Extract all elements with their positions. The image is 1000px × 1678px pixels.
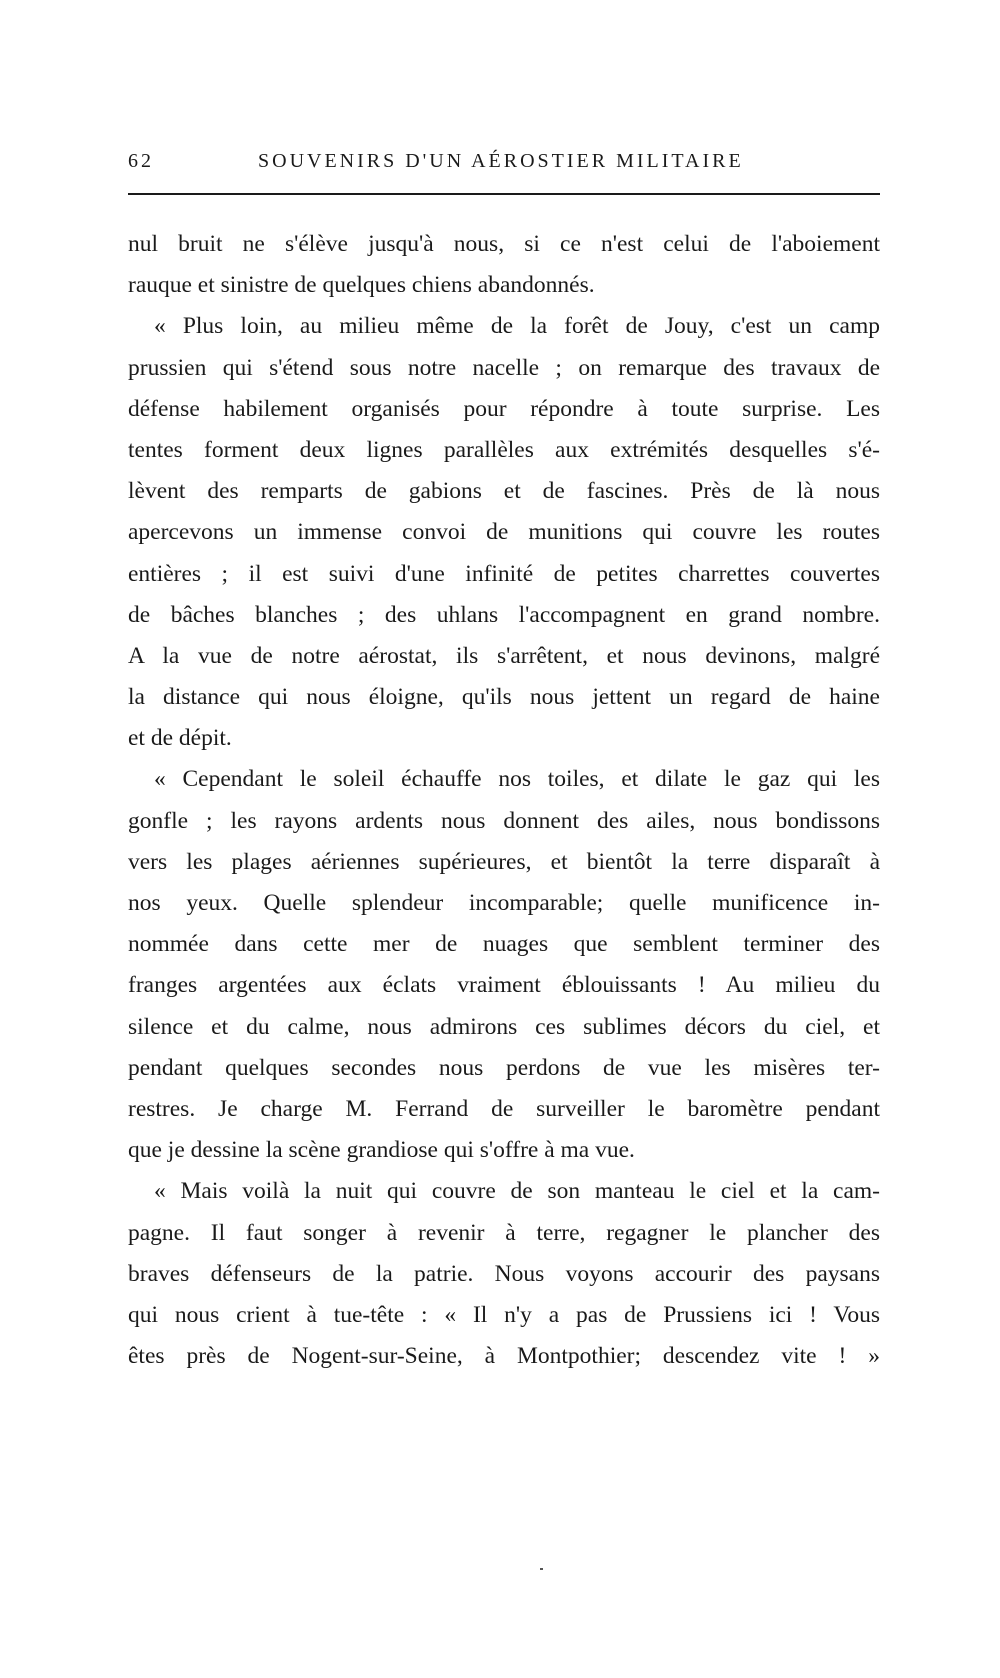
text-line: pagne. Il faut songer à revenir à terre, regagner le plancher des	[128, 1219, 880, 1246]
page-number: 62	[128, 150, 154, 172]
text-line: tentes forment deux lignes parallèles aux extrémités desquelles s'é-	[128, 436, 880, 463]
text-line: A la vue de notre aérostat, ils s'arrêtent, et nous devinons, malgré	[128, 642, 880, 669]
running-head	[128, 150, 878, 180]
text-line: restres. Je charge M. Ferrand de surveiller le baromètre pendant	[128, 1095, 880, 1122]
print-speck	[540, 1568, 543, 1570]
body-text	[128, 224, 880, 1377]
text-line: gonfle ; les rayons ardents nous donnent des ailes, nous bondissons	[128, 807, 880, 834]
text-line: entières ; il est suivi d'une infinité de petites charrettes couvertes	[128, 560, 880, 587]
text-line: « Cependant le soleil échauffe nos toiles, et dilate le gaz qui les	[154, 766, 880, 793]
text-line: nul bruit ne s'élève jusqu'à nous, si ce n'est celui de l'aboiement	[128, 231, 880, 257]
text-line: la distance qui nous éloigne, qu'ils nous jettent un regard de haine	[128, 684, 880, 711]
text-line: défense habilement organisés pour répondre à toute surprise. Les	[128, 395, 880, 422]
text-line: silence et du calme, nous admirons ces sublimes décors du ciel, et	[128, 1013, 880, 1040]
text-line: qui nous crient à tue-tête : « Il n'y a pas de Prussiens ici ! Vous	[128, 1301, 880, 1328]
text-line: rauque et sinistre de quelques chiens abandonnés.	[128, 272, 595, 299]
header-rule	[128, 193, 880, 195]
text-line: « Mais voilà la nuit qui couvre de son manteau le ciel et la cam-	[154, 1178, 880, 1205]
text-line: braves défenseurs de la patrie. Nous voyons accourir des paysans	[128, 1260, 880, 1287]
running-title: SOUVENIRS D'UN AÉROSTIER MILITAIRE	[258, 150, 744, 172]
text-line: et de dépit.	[128, 725, 232, 752]
text-line: franges argentées aux éclats vraiment éblouissants ! Au milieu du	[128, 972, 880, 999]
text-line: de bâches blanches ; des uhlans l'accompagnent en grand nombre.	[128, 601, 880, 628]
text-line: apercevons un immense convoi de munitions qui couvre les routes	[128, 519, 880, 546]
text-line: êtes près de Nogent-sur-Seine, à Montpothier; descendez vite ! »	[128, 1343, 880, 1370]
text-line: prussien qui s'étend sous notre nacelle ; on remarque des travaux de	[128, 354, 880, 381]
text-line: nommée dans cette mer de nuages que semblent terminer des	[128, 931, 880, 958]
text-line: vers les plages aériennes supérieures, et bientôt la terre disparaît à	[128, 848, 880, 875]
text-line: « Plus loin, au milieu même de la forêt de Jouy, c'est un camp	[154, 313, 880, 340]
text-line: que je dessine la scène grandiose qui s'offre à ma vue.	[128, 1137, 635, 1164]
text-line: lèvent des remparts de gabions et de fascines. Près de là nous	[128, 478, 880, 505]
text-line: nos yeux. Quelle splendeur incomparable; quelle munificence in-	[128, 890, 880, 916]
text-line: pendant quelques secondes nous perdons de vue les misères ter-	[128, 1054, 880, 1081]
